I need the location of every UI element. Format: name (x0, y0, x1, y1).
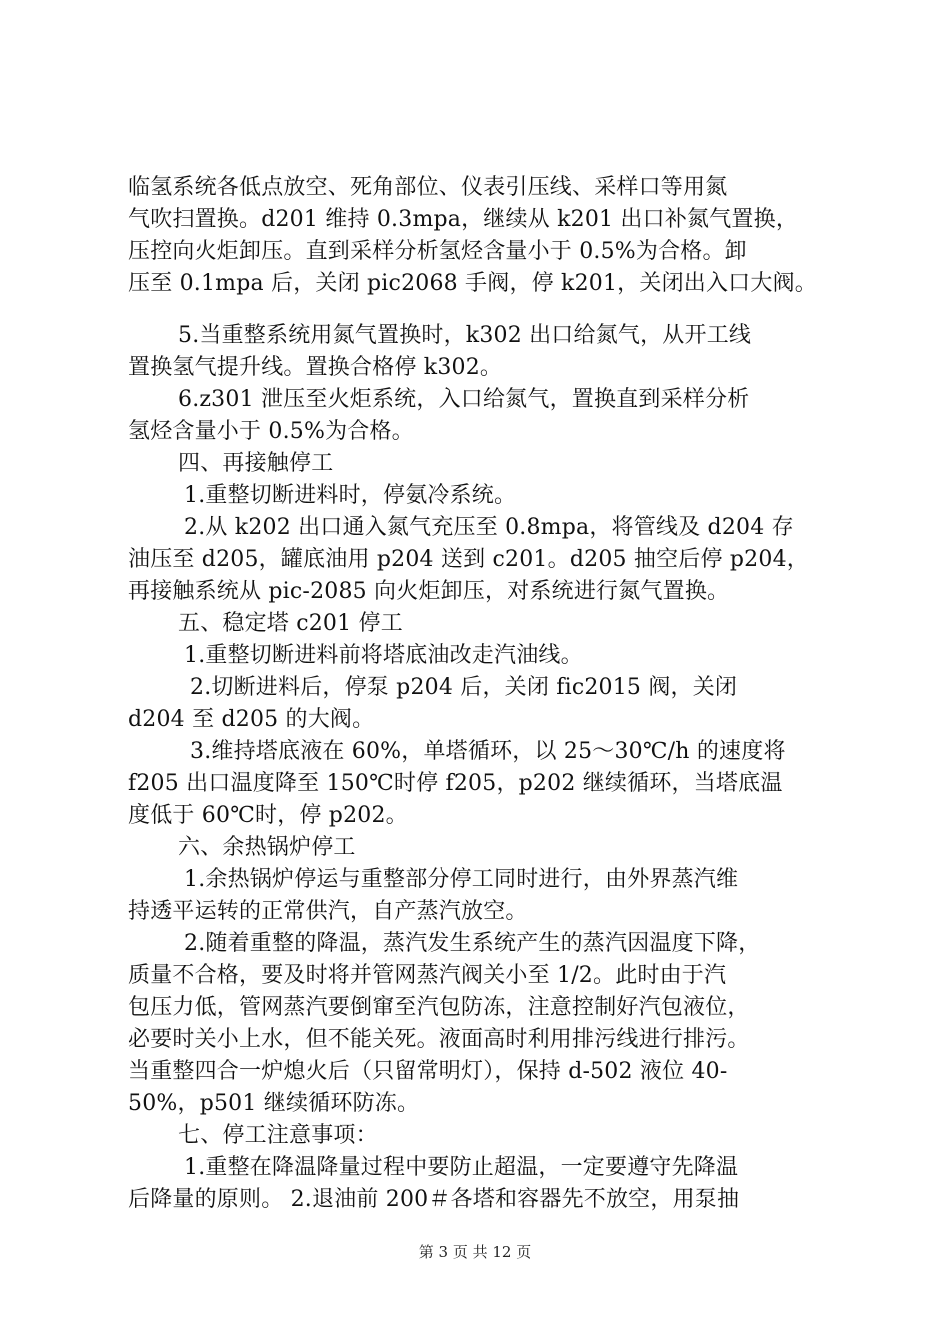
text-line: 3.维持塔底液在 60%，单塔循环，以 25～30℃/h 的速度将 (190, 739, 786, 764)
text-line: 当重整四合一炉熄火后（只留常明灯），保持 d-502 液位 40- (128, 1059, 728, 1084)
section-heading: 五、稳定塔 c201 停工 (178, 611, 403, 636)
text-line: 压至 0.1mpa 后，关闭 pic2068 手阀，停 k201，关闭出入口大阀。 (128, 271, 817, 296)
text-line: 度低于 60℃时，停 p202。 (128, 803, 408, 828)
paragraph-gap (128, 300, 868, 320)
text-line: 包压力低，管网蒸汽要倒窜至汽包防冻，注意控制好汽包液位， (128, 995, 750, 1020)
text-line: 5.当重整系统用氮气置换时，k302 出口给氮气，从开工线 (178, 323, 752, 348)
text-line: 1.重整在降温降量过程中要防止超温，一定要遵守先降温 (184, 1155, 739, 1180)
page-footer: 第 3 页 共 12 页 (418, 1243, 532, 1261)
text-line: 1.重整切断进料前将塔底油改走汽油线。 (184, 643, 583, 668)
text-line: 油压至 d205，罐底油用 p204 送到 c201。d205 抽空后停 p204， (128, 547, 809, 572)
text-line: 1.重整切断进料时，停氨冷系统。 (184, 483, 517, 508)
body-text (128, 172, 868, 1216)
section-heading: 四、再接触停工 (178, 451, 334, 476)
text-line: 6.z301 泄压至火炬系统，入口给氮气，置换直到采样分析 (178, 387, 750, 412)
text-line: 持透平运转的正常供汽，自产蒸汽放空。 (128, 899, 528, 924)
text-line: 再接触系统从 pic-2085 向火炬卸压，对系统进行氮气置换。 (128, 579, 730, 604)
text-line: d204 至 d205 的大阀。 (128, 707, 375, 732)
text-line: 50%，p501 继续循环防冻。 (128, 1091, 420, 1116)
text-line: f205 出口温度降至 150℃时停 f205，p202 继续循环，当塔底温 (128, 771, 783, 796)
section-heading: 六、余热锅炉停工 (178, 835, 356, 860)
text-line: 2.切断进料后，停泵 p204 后，关闭 fic2015 阀，关闭 (190, 675, 738, 700)
text-line: 后降量的原则。 2.退油前 200＃各塔和容器先不放空，用泵抽 (128, 1187, 740, 1212)
text-line: 气吹扫置换。d201 维持 0.3mpa，继续从 k201 出口补氮气置换， (128, 207, 799, 232)
text-line: 氢烃含量小于 0.5%为合格。 (128, 419, 414, 444)
text-line: 2.随着重整的降温，蒸汽发生系统产生的蒸汽因温度下降， (184, 931, 761, 956)
text-line: 置换氢气提升线。置换合格停 k302。 (128, 355, 503, 380)
text-line: 1.余热锅炉停运与重整部分停工同时进行，由外界蒸汽维 (184, 867, 739, 892)
text-line: 必要时关小上水，但不能关死。液面高时利用排污线进行排污。 (128, 1027, 750, 1052)
section-heading: 七、停工注意事项： (178, 1123, 378, 1148)
text-line: 质量不合格，要及时将并管网蒸汽阀关小至 1/2。此时由于汽 (128, 963, 727, 988)
text-line: 2.从 k202 出口通入氮气充压至 0.8mpa，将管线及 d204 存 (184, 515, 794, 540)
text-line: 压控向火炬卸压。直到采样分析氢烃含量小于 0.5%为合格。卸 (128, 239, 747, 264)
text-line: 临氢系统各低点放空、死角部位、仪表引压线、采样口等用氮 (128, 175, 728, 200)
